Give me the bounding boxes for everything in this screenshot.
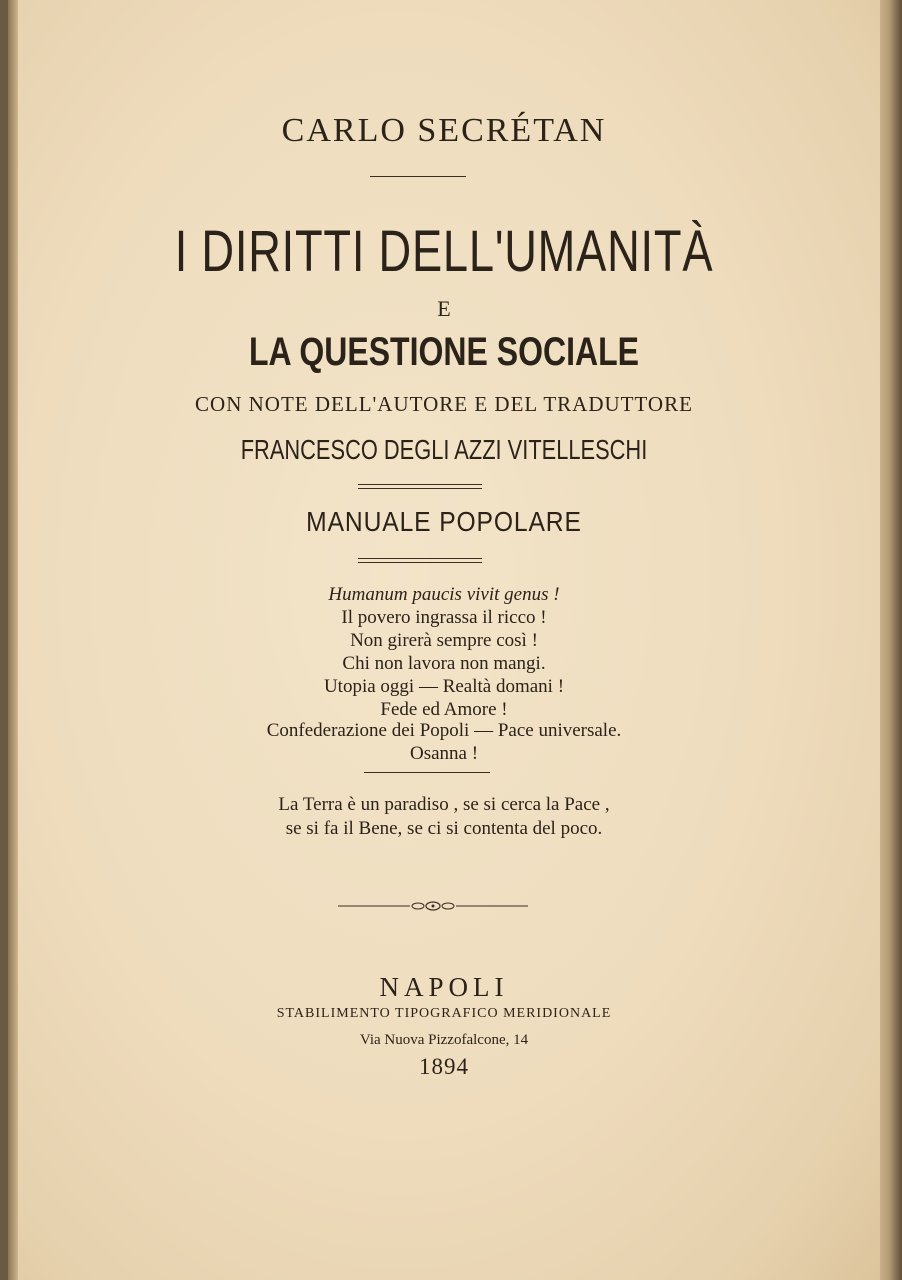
title-conjunction: E	[437, 296, 451, 321]
series-name: MANUALE POPOLARE	[306, 506, 582, 537]
motto-line: Humanum paucis vivit genus !	[328, 584, 560, 605]
motto-line: Osanna !	[409, 743, 479, 764]
series-rule-top	[358, 484, 482, 489]
book-subtitle: LA QUESTIONE SOCIALE	[249, 330, 639, 374]
imprint-city: NAPOLI	[379, 972, 509, 1002]
title-page	[8, 0, 880, 1280]
author-name: CARLO SECRÉTAN	[281, 112, 607, 149]
adjacent-page-edge	[880, 0, 902, 1280]
imprint-year: 1894	[419, 1054, 469, 1079]
imprint-printer: STABILIMENTO TIPOGRAFICO MERIDIONALE	[276, 1006, 612, 1021]
ornament-divider	[338, 898, 528, 914]
series-rule-bottom	[358, 558, 482, 563]
motto-line: Utopia oggi — Realtà domani !	[323, 676, 565, 697]
author-rule	[370, 176, 466, 177]
motto-line: Non girerà sempre così !	[350, 630, 538, 651]
motto-line: Chi non lavora non mangi.	[342, 653, 546, 674]
closing-line: se si fa il Bene, se ci si contenta del poco.	[285, 818, 603, 839]
motto-line: Fede ed Amore !	[380, 699, 508, 720]
imprint-address: Via Nuova Pizzofalcone, 14	[359, 1032, 529, 1048]
notes-line: CON NOTE DELL'AUTORE E DEL TRADUTTORE	[195, 392, 693, 416]
book-title: I DIRITTI DELL'UMANITÀ	[174, 219, 714, 284]
motto-line: Il povero ingrassa il ricco !	[341, 607, 547, 628]
motto-rule	[364, 772, 490, 773]
motto-line: Confederazione dei Popoli — Pace universale.	[266, 720, 622, 741]
translator-name: FRANCESCO DEGLI AZZI VITELLESCHI	[240, 434, 648, 465]
closing-line: La Terra è un paradiso , se si cerca la Pace ,	[278, 794, 610, 815]
